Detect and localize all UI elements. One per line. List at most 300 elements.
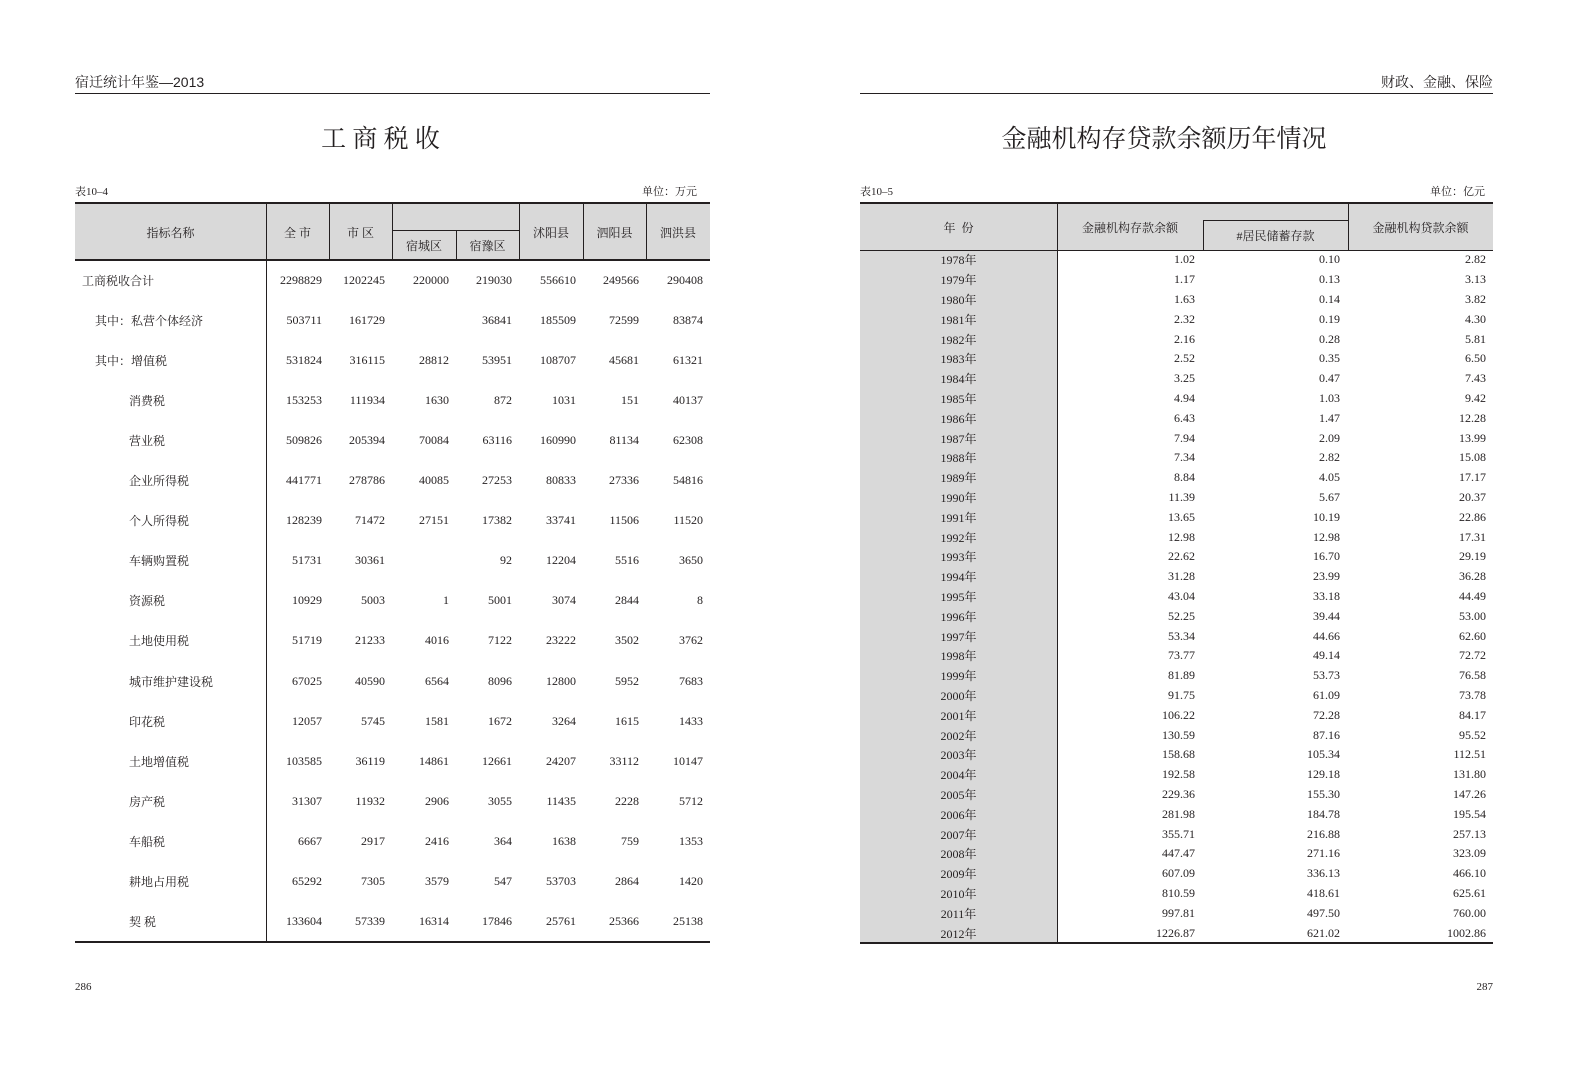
value-deposits: 7.34 xyxy=(1174,450,1195,465)
value-savings: 23.99 xyxy=(1313,569,1340,584)
header-suchen: 宿城区 xyxy=(405,239,442,253)
value-shuyang: 23222 xyxy=(546,633,576,648)
value-shuyang: 185509 xyxy=(540,312,576,327)
value-suchen: 27151 xyxy=(419,513,449,528)
table-row xyxy=(75,300,710,340)
table-row xyxy=(75,581,710,621)
value-loans: 17.17 xyxy=(1459,470,1486,485)
value-deposits: 11.39 xyxy=(1168,489,1195,504)
value-shuyang: 108707 xyxy=(540,352,576,367)
value-deposits: 158.68 xyxy=(1162,747,1195,762)
value-deposits: 355.71 xyxy=(1162,826,1195,841)
value-siyang: 759 xyxy=(621,833,639,848)
year-label: 1996年 xyxy=(940,609,977,624)
value-shuyang: 12204 xyxy=(546,553,576,568)
value-suyu: 92 xyxy=(500,553,512,568)
value-city-total: 51719 xyxy=(292,633,322,648)
value-siyang: 45681 xyxy=(609,352,639,367)
header-sihong: 泗洪县 xyxy=(659,225,696,240)
value-city-total: 10929 xyxy=(292,593,322,608)
value-sihong: 8 xyxy=(697,593,703,608)
value-shuyang: 33741 xyxy=(546,513,576,528)
table-row xyxy=(860,309,1493,329)
value-savings: 129.18 xyxy=(1307,767,1340,782)
value-savings: 33.18 xyxy=(1313,588,1340,603)
value-city-total: 128239 xyxy=(286,513,322,528)
value-deposits: 13.65 xyxy=(1168,509,1195,524)
value-deposits: 2.32 xyxy=(1174,311,1195,326)
value-urban: 40590 xyxy=(355,673,385,688)
value-siyang: 72599 xyxy=(609,312,639,327)
value-loans: 112.51 xyxy=(1453,747,1486,762)
value-savings: 5.67 xyxy=(1319,489,1340,504)
table-row xyxy=(860,468,1493,488)
value-savings: 271.16 xyxy=(1307,846,1340,861)
value-sihong: 3650 xyxy=(679,553,703,568)
value-savings: 44.66 xyxy=(1313,628,1340,643)
header-city-total: 全 市 xyxy=(283,225,311,240)
year-label: 1980年 xyxy=(940,292,977,307)
table-row xyxy=(860,686,1493,706)
value-loans: 466.10 xyxy=(1453,866,1486,881)
value-suyu: 53951 xyxy=(482,352,512,367)
indicator-label: 车辆购置税 xyxy=(129,554,190,569)
value-city-total: 31307 xyxy=(292,793,322,808)
value-loans: 62.60 xyxy=(1459,628,1486,643)
value-sihong: 40137 xyxy=(673,392,703,407)
value-savings: 0.28 xyxy=(1319,331,1340,346)
value-savings: 1.47 xyxy=(1319,410,1340,425)
table-row xyxy=(860,250,1493,270)
value-savings: 0.10 xyxy=(1319,252,1340,267)
table-number-left: 表10–4 xyxy=(75,186,108,198)
value-deposits: 91.75 xyxy=(1168,687,1195,702)
value-savings: 0.19 xyxy=(1319,311,1340,326)
year-label: 1983年 xyxy=(940,352,977,367)
indicator-label: 土地使用税 xyxy=(129,634,190,649)
value-deposits: 607.09 xyxy=(1162,866,1195,881)
year-label: 2004年 xyxy=(940,768,977,783)
table-row xyxy=(860,428,1493,448)
value-sihong: 83874 xyxy=(673,312,703,327)
value-shuyang: 24207 xyxy=(546,753,576,768)
table-row xyxy=(860,725,1493,745)
value-shuyang: 1638 xyxy=(552,833,576,848)
value-suyu: 547 xyxy=(494,874,512,889)
value-loans: 36.28 xyxy=(1459,569,1486,584)
year-label: 1987年 xyxy=(940,431,977,446)
table-number-right: 表10–5 xyxy=(860,186,893,198)
indicator-label: 耕地占用税 xyxy=(129,875,190,890)
value-city-total: 503711 xyxy=(286,312,322,327)
value-loans: 20.37 xyxy=(1459,489,1486,504)
value-city-total: 65292 xyxy=(292,874,322,889)
value-suchen: 16314 xyxy=(419,914,449,929)
table-row xyxy=(860,290,1493,310)
header-savings: #居民储蓄存款 xyxy=(1236,229,1315,243)
value-suchen: 28812 xyxy=(419,352,449,367)
value-urban: 278786 xyxy=(349,473,385,488)
value-deposits: 1.63 xyxy=(1174,291,1195,306)
value-suchen: 1630 xyxy=(425,392,449,407)
value-loans: 15.08 xyxy=(1459,450,1486,465)
value-urban: 71472 xyxy=(355,513,385,528)
value-sihong: 54816 xyxy=(673,473,703,488)
value-shuyang: 556610 xyxy=(540,272,576,287)
value-suyu: 3055 xyxy=(488,793,512,808)
header-suyu: 宿豫区 xyxy=(469,239,506,253)
value-siyang: 3502 xyxy=(615,633,639,648)
table-row xyxy=(860,765,1493,785)
value-loans: 131.80 xyxy=(1453,767,1486,782)
year-label: 1981年 xyxy=(940,312,977,327)
table-row xyxy=(75,461,710,501)
value-urban: 2917 xyxy=(361,833,385,848)
year-label: 1978年 xyxy=(940,253,977,268)
value-loans: 625.61 xyxy=(1453,885,1486,900)
value-savings: 497.50 xyxy=(1307,905,1340,920)
table-row xyxy=(860,666,1493,686)
indicator-label: 土地增值税 xyxy=(129,754,190,769)
year-label: 2011年 xyxy=(940,906,977,921)
value-savings: 16.70 xyxy=(1313,549,1340,564)
year-label: 2009年 xyxy=(940,867,977,882)
value-urban: 30361 xyxy=(355,553,385,568)
year-label: 1986年 xyxy=(940,411,977,426)
value-city-total: 2298829 xyxy=(280,272,322,287)
table-row xyxy=(860,705,1493,725)
table-row xyxy=(860,389,1493,409)
year-label: 1988年 xyxy=(940,451,977,466)
running-head-right: 财政、金融、保险 xyxy=(1381,74,1493,90)
value-deposits: 2.52 xyxy=(1174,351,1195,366)
tax-table xyxy=(75,202,710,942)
year-label: 1997年 xyxy=(940,629,977,644)
value-shuyang: 1031 xyxy=(552,392,576,407)
value-sihong: 61321 xyxy=(673,352,703,367)
value-loans: 72.72 xyxy=(1459,648,1486,663)
table-row xyxy=(75,661,710,701)
value-city-total: 67025 xyxy=(292,673,322,688)
value-deposits: 22.62 xyxy=(1168,549,1195,564)
year-label: 2001年 xyxy=(940,708,977,723)
value-loans: 29.19 xyxy=(1459,549,1486,564)
value-savings: 418.61 xyxy=(1307,885,1340,900)
table-row xyxy=(860,527,1493,547)
table-row xyxy=(860,606,1493,626)
table-row xyxy=(860,646,1493,666)
year-label: 1985年 xyxy=(940,391,977,406)
value-suchen: 2416 xyxy=(425,833,449,848)
value-suyu: 1672 xyxy=(488,713,512,728)
value-suchen: 220000 xyxy=(413,272,449,287)
table-row xyxy=(860,349,1493,369)
value-suyu: 36841 xyxy=(482,312,512,327)
value-siyang: 11506 xyxy=(609,513,639,528)
value-sihong: 3762 xyxy=(679,633,703,648)
value-shuyang: 11435 xyxy=(546,793,576,808)
value-shuyang: 3264 xyxy=(552,713,576,728)
value-savings: 0.13 xyxy=(1319,272,1340,287)
indicator-label: 其中：增值税 xyxy=(95,353,168,368)
value-urban: 57339 xyxy=(355,914,385,929)
value-savings: 0.35 xyxy=(1319,351,1340,366)
year-label: 2010年 xyxy=(940,886,977,901)
value-siyang: 2228 xyxy=(615,793,639,808)
table-row xyxy=(75,781,710,821)
table-row xyxy=(860,507,1493,527)
value-loans: 7.43 xyxy=(1465,371,1486,386)
value-shuyang: 12800 xyxy=(546,673,576,688)
value-city-total: 441771 xyxy=(286,473,322,488)
value-deposits: 3.25 xyxy=(1174,371,1195,386)
year-label: 1998年 xyxy=(940,649,977,664)
value-deposits: 2.16 xyxy=(1174,331,1195,346)
value-suchen: 4016 xyxy=(425,633,449,648)
value-loans: 257.13 xyxy=(1453,826,1486,841)
value-deposits: 43.04 xyxy=(1168,588,1195,603)
value-loans: 17.31 xyxy=(1459,529,1486,544)
value-deposits: 1226.87 xyxy=(1156,925,1195,940)
value-savings: 72.28 xyxy=(1313,707,1340,722)
value-suchen: 1 xyxy=(443,593,449,608)
header-loans: 金融机构贷款余额 xyxy=(1372,220,1469,235)
value-loans: 323.09 xyxy=(1453,846,1486,861)
table-row xyxy=(75,380,710,420)
value-savings: 336.13 xyxy=(1307,866,1340,881)
value-savings: 39.44 xyxy=(1313,608,1340,623)
value-loans: 3.82 xyxy=(1465,291,1486,306)
header-rule-right xyxy=(860,93,1493,94)
table-row xyxy=(860,824,1493,844)
value-urban: 11932 xyxy=(355,793,385,808)
value-urban: 21233 xyxy=(355,633,385,648)
page-title-right: 金融机构存贷款余额历年情况 xyxy=(1001,126,1327,153)
table-row xyxy=(75,501,710,541)
value-deposits: 192.58 xyxy=(1162,767,1195,782)
value-loans: 1002.86 xyxy=(1447,925,1486,940)
header-indicator: 指标名称 xyxy=(146,225,195,240)
value-suchen: 6564 xyxy=(425,673,449,688)
value-suyu: 8096 xyxy=(488,673,512,688)
value-deposits: 12.98 xyxy=(1168,529,1195,544)
header-urban: 市 区 xyxy=(346,225,374,240)
year-label: 2008年 xyxy=(940,847,977,862)
table-row xyxy=(860,626,1493,646)
value-sihong: 25138 xyxy=(673,914,703,929)
table-row xyxy=(75,862,710,902)
value-deposits: 130.59 xyxy=(1162,727,1195,742)
running-head-left: 宿迁统计年鉴—2013 xyxy=(75,74,205,90)
year-label: 2000年 xyxy=(940,688,977,703)
value-savings: 53.73 xyxy=(1313,668,1340,683)
value-loans: 84.17 xyxy=(1459,707,1486,722)
value-savings: 12.98 xyxy=(1313,529,1340,544)
value-urban: 5745 xyxy=(361,713,385,728)
deposit-loan-table xyxy=(860,202,1493,943)
table-row xyxy=(860,587,1493,607)
year-label: 1992年 xyxy=(940,530,977,545)
table-row xyxy=(75,420,710,460)
page-number-right: 287 xyxy=(1476,981,1493,993)
page-number-left: 286 xyxy=(75,981,92,993)
value-savings: 87.16 xyxy=(1313,727,1340,742)
table-row xyxy=(75,260,710,300)
value-loans: 4.30 xyxy=(1465,311,1486,326)
value-siyang: 2844 xyxy=(615,593,639,608)
value-suyu: 5001 xyxy=(488,593,512,608)
value-loans: 22.86 xyxy=(1459,509,1486,524)
value-siyang: 151 xyxy=(621,392,639,407)
value-siyang: 5952 xyxy=(615,673,639,688)
header-siyang: 泗阳县 xyxy=(596,225,633,240)
header-shuyang: 沭阳县 xyxy=(532,225,569,240)
value-siyang: 25366 xyxy=(609,914,639,929)
value-suchen: 2906 xyxy=(425,793,449,808)
value-sihong: 1353 xyxy=(679,833,703,848)
value-siyang: 5516 xyxy=(615,553,639,568)
year-label: 1982年 xyxy=(940,332,977,347)
value-deposits: 281.98 xyxy=(1162,806,1195,821)
unit-label-right: 单位：亿元 xyxy=(1430,186,1485,198)
value-suchen: 14861 xyxy=(419,753,449,768)
value-sihong: 1433 xyxy=(679,713,703,728)
value-suchen: 1581 xyxy=(425,713,449,728)
table-row xyxy=(75,902,710,942)
table-row xyxy=(860,488,1493,508)
value-urban: 111934 xyxy=(349,392,385,407)
table-row xyxy=(75,541,710,581)
value-deposits: 997.81 xyxy=(1162,905,1195,920)
value-loans: 147.26 xyxy=(1453,786,1486,801)
value-city-total: 531824 xyxy=(286,352,322,367)
table-row xyxy=(75,621,710,661)
value-city-total: 51731 xyxy=(292,553,322,568)
indicator-label: 契 税 xyxy=(129,915,157,930)
table-row xyxy=(860,408,1493,428)
value-loans: 76.58 xyxy=(1459,668,1486,683)
value-shuyang: 80833 xyxy=(546,473,576,488)
value-deposits: 31.28 xyxy=(1168,569,1195,584)
value-savings: 4.05 xyxy=(1319,470,1340,485)
table-row xyxy=(860,567,1493,587)
year-label: 2003年 xyxy=(940,748,977,763)
header-rule-left xyxy=(75,93,710,94)
value-savings: 0.14 xyxy=(1319,291,1340,306)
value-deposits: 8.84 xyxy=(1174,470,1195,485)
value-sihong: 10147 xyxy=(673,753,703,768)
value-deposits: 52.25 xyxy=(1168,608,1195,623)
value-siyang: 81134 xyxy=(609,432,639,447)
value-suchen: 70084 xyxy=(419,432,449,447)
year-label: 1993年 xyxy=(940,550,977,565)
table-row xyxy=(860,785,1493,805)
value-savings: 49.14 xyxy=(1313,648,1340,663)
table-row xyxy=(860,270,1493,290)
indicator-label: 个人所得税 xyxy=(129,514,190,529)
value-siyang: 249566 xyxy=(603,272,639,287)
indicator-label: 印花税 xyxy=(129,714,166,729)
value-shuyang: 160990 xyxy=(540,432,576,447)
value-suchen: 3579 xyxy=(425,874,449,889)
value-suyu: 17382 xyxy=(482,513,512,528)
value-deposits: 1.02 xyxy=(1174,252,1195,267)
value-loans: 2.82 xyxy=(1465,252,1486,267)
value-suyu: 364 xyxy=(494,833,512,848)
table-row xyxy=(860,923,1493,943)
value-savings: 621.02 xyxy=(1307,925,1340,940)
value-urban: 36119 xyxy=(355,753,385,768)
table-row xyxy=(860,329,1493,349)
table-row xyxy=(860,903,1493,923)
page-title-left: 工 商 税 收 xyxy=(321,126,440,153)
value-loans: 3.13 xyxy=(1465,272,1486,287)
value-shuyang: 53703 xyxy=(546,874,576,889)
value-loans: 760.00 xyxy=(1453,905,1486,920)
table-row xyxy=(860,804,1493,824)
value-loans: 195.54 xyxy=(1453,806,1486,821)
year-label: 2012年 xyxy=(940,926,977,941)
value-city-total: 12057 xyxy=(292,713,322,728)
value-suyu: 17846 xyxy=(482,914,512,929)
value-siyang: 27336 xyxy=(609,473,639,488)
year-label: 1984年 xyxy=(940,372,977,387)
table-row xyxy=(860,884,1493,904)
value-deposits: 4.94 xyxy=(1174,390,1195,405)
indicator-label: 城市维护建设税 xyxy=(129,674,214,689)
value-deposits: 7.94 xyxy=(1174,430,1195,445)
indicator-label: 车船税 xyxy=(129,834,166,849)
value-deposits: 106.22 xyxy=(1162,707,1195,722)
value-deposits: 53.34 xyxy=(1168,628,1195,643)
value-loans: 95.52 xyxy=(1459,727,1486,742)
value-loans: 12.28 xyxy=(1459,410,1486,425)
indicator-label: 其中：私营个体经济 xyxy=(95,313,204,328)
value-suyu: 219030 xyxy=(476,272,512,287)
year-label: 2005年 xyxy=(940,787,977,802)
value-suyu: 27253 xyxy=(482,473,512,488)
indicator-label: 消费税 xyxy=(129,393,166,408)
value-loans: 13.99 xyxy=(1459,430,1486,445)
year-label: 1989年 xyxy=(940,471,977,486)
value-savings: 0.47 xyxy=(1319,371,1340,386)
value-city-total: 103585 xyxy=(286,753,322,768)
value-savings: 1.03 xyxy=(1319,390,1340,405)
value-savings: 155.30 xyxy=(1307,786,1340,801)
header-deposits: 金融机构存款余额 xyxy=(1081,220,1178,235)
value-deposits: 229.36 xyxy=(1162,786,1195,801)
value-savings: 184.78 xyxy=(1307,806,1340,821)
year-label: 1999年 xyxy=(940,669,977,684)
table-row xyxy=(860,547,1493,567)
value-sihong: 5712 xyxy=(679,793,703,808)
year-label: 1994年 xyxy=(940,570,977,585)
value-loans: 44.49 xyxy=(1459,588,1486,603)
year-label: 1991年 xyxy=(940,510,977,525)
year-label: 2007年 xyxy=(940,827,977,842)
value-savings: 216.88 xyxy=(1307,826,1340,841)
value-loans: 6.50 xyxy=(1465,351,1486,366)
value-urban: 316115 xyxy=(349,352,385,367)
value-loans: 73.78 xyxy=(1459,687,1486,702)
table-row xyxy=(860,745,1493,765)
value-deposits: 73.77 xyxy=(1168,648,1195,663)
value-suyu: 7122 xyxy=(488,633,512,648)
value-deposits: 810.59 xyxy=(1162,885,1195,900)
indicator-label: 房产税 xyxy=(129,794,166,809)
year-label: 2006年 xyxy=(940,807,977,822)
value-city-total: 133604 xyxy=(286,914,322,929)
